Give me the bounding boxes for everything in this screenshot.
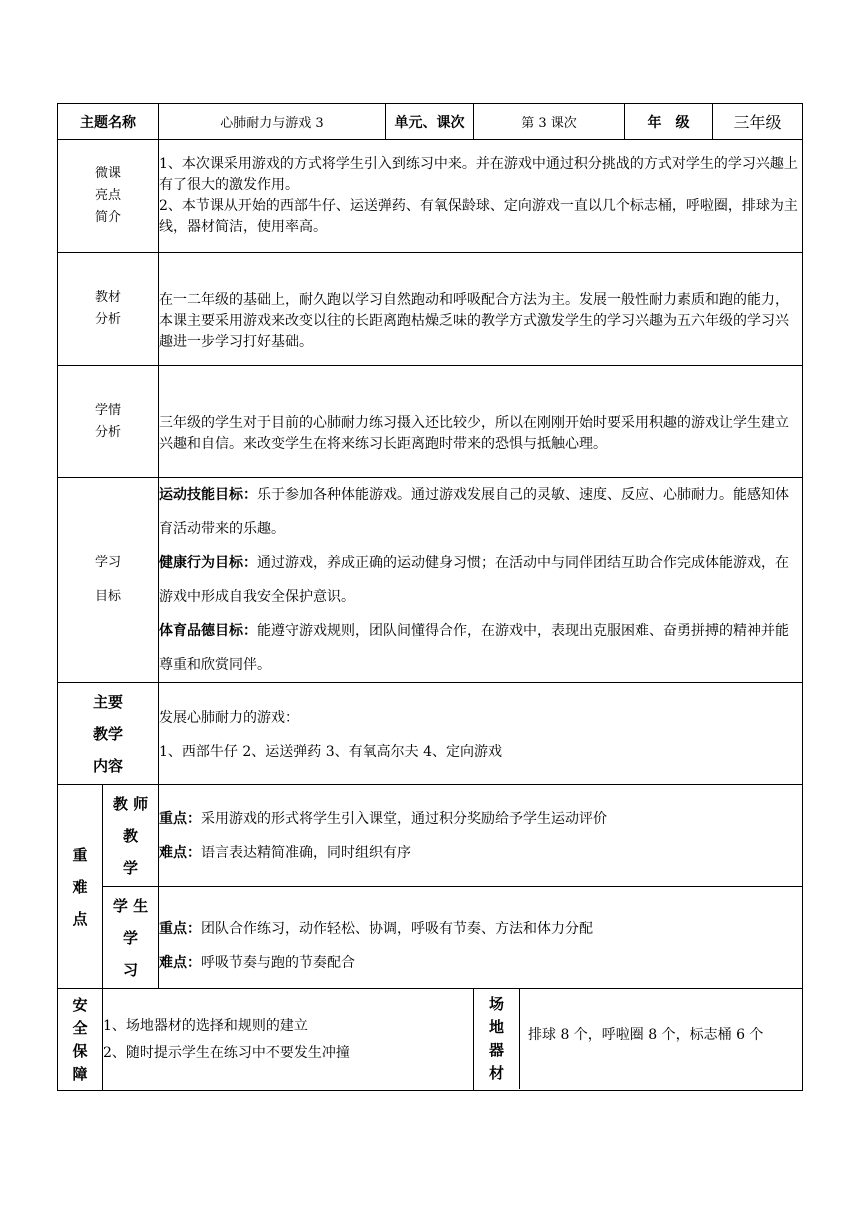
safety-text: [103, 989, 474, 1091]
topic-value: 心肺耐力与游戏 3: [159, 104, 386, 140]
safety-label: 安 全 保 障: [58, 989, 103, 1091]
content-intro: 发展心肺耐力的游戏：: [159, 709, 299, 726]
equipment-cell: [474, 989, 803, 1091]
topic-label: 主题名称: [58, 104, 159, 140]
material-label: 教材 分析: [58, 253, 159, 366]
unit-value: 第 3 课次: [474, 104, 625, 140]
teacher-key-point: 重点：采用游戏的形式将学生引入课堂，通过积分奖励给予学生运动评价: [159, 810, 607, 827]
learner-label: 学情 分析: [58, 366, 159, 478]
objectives-row: [58, 478, 803, 683]
content-label: 主要 教学 内容: [58, 683, 159, 785]
teacher-key-text: [159, 785, 803, 887]
safety-line: 2、随时提示学生在练习中不要发生冲撞: [103, 1044, 350, 1061]
teacher-key-row: [58, 785, 803, 887]
student-key-point: 重点：团队合作练习，动作轻松、协调，呼吸有节奏、方法和体力分配: [159, 920, 593, 937]
material-row: [58, 253, 803, 366]
content-row: [58, 683, 803, 785]
highlights-paragraph: 1、本次课采用游戏的方式将学生引入到练习中来。并在游戏中通过积分挑战的方式对学生的学习兴趣上有了很大的激发作用。: [159, 156, 798, 193]
grade-value: 三年级: [713, 104, 803, 140]
student-key-row: [58, 887, 803, 989]
highlights-label: 微课 亮点 简介: [58, 140, 159, 253]
student-key-text: [159, 887, 803, 989]
objectives-text: [159, 478, 803, 683]
highlights-row: [58, 140, 803, 253]
teacher-difficulty: 难点：语言表达精简准确，同时组织有序: [159, 844, 411, 861]
objective-item: 健康行为目标：通过游戏，养成正确的运动健身习惯；在活动中与同伴团结互助合作完成体能游戏，在游戏中形成自我安全保护意识。: [159, 555, 789, 605]
key-points-label: 重 难 点: [58, 785, 103, 989]
equipment-label: 场 地 器 材: [474, 989, 520, 1089]
content-list: 1、西部牛仔 2、运送弹药 3、有氧高尔夫 4、定向游戏: [159, 743, 502, 760]
objective-item: 体育品德目标：能遵守游戏规则，团队间懂得合作，在游戏中，表现出克服困难、奋勇拼搏的精神并能尊重和欣赏同伴。: [159, 623, 789, 673]
student-label: 学 生 学 习: [103, 887, 159, 989]
equipment-box: [474, 989, 802, 1089]
highlights-text: [159, 140, 803, 253]
highlights-paragraph: 2、本节课从开始的西部牛仔、运送弹药、有氧保龄球、定向游戏一直以几个标志桶，呼啦圈，排球为主线，器材简洁，使用率高。: [159, 198, 798, 235]
safety-line: 1、场地器材的选择和规则的建立: [103, 1017, 308, 1034]
objective-item: 运动技能目标：乐于参加各种体能游戏。通过游戏发展自己的灵敏、速度、反应、心肺耐力。能感知体育活动带来的乐趣。: [159, 487, 789, 537]
material-text: 在一二年级的基础上，耐久跑以学习自然跑动和呼吸配合方法为主。发展一般性耐力素质和跑的能力，本课主要采用游戏来改变以往的长距离跑枯燥乏味的教学方式激发学生的学习兴趣为五六年级的学习兴趣进一步学习打好基础。: [159, 253, 803, 366]
grade-label: 年 级: [625, 104, 713, 140]
student-difficulty: 难点：呼吸节奏与跑的节奏配合: [159, 954, 355, 971]
unit-label: 单元、课次: [386, 104, 474, 140]
teacher-label: 教 师 教 学: [103, 785, 159, 887]
equipment-text: 排球 8 个，呼啦圈 8 个，标志桶 6 个: [528, 1027, 764, 1043]
content-text: [159, 683, 803, 785]
learner-text: 三年级的学生对于目前的心肺耐力练习摄入还比较少，所以在刚刚开始时要采用积趣的游戏让学生建立兴趣和自信。来改变学生在将来练习长距离跑时带来的恐惧与抵触心理。: [159, 366, 803, 478]
header-row: [58, 104, 803, 140]
safety-row: [58, 989, 803, 1091]
learner-row: [58, 366, 803, 478]
objectives-label: 学习 目标: [58, 478, 159, 683]
lesson-plan-table: [57, 103, 803, 1091]
